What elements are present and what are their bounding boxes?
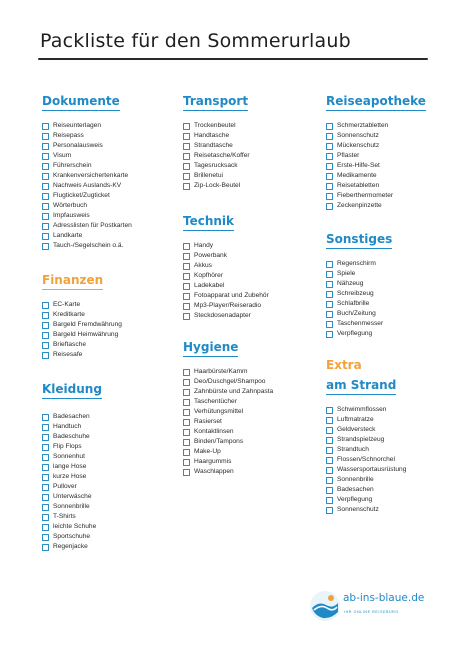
section-finanzen [42, 271, 182, 360]
checkbox[interactable] [183, 123, 190, 130]
checklist-item [42, 221, 182, 231]
checklist-item-label: Buch/Zeitung [337, 310, 376, 317]
checklist-item-label: Kopfhörer [194, 272, 223, 279]
checkbox[interactable] [183, 379, 190, 386]
checklist-item-label: T-Shirts [53, 513, 76, 520]
checklist-item [42, 442, 182, 452]
checklist-item-label: Strandtasche [194, 142, 233, 149]
checklist-item [42, 472, 182, 482]
logo [309, 590, 429, 630]
checklist-item-label: Luftmatratze [337, 416, 374, 423]
checklist-item-label: Impfausweis [53, 212, 90, 219]
checkbox[interactable] [326, 183, 333, 190]
checklist-item [183, 141, 323, 151]
checklist-item-label: Reiseunterlagen [53, 122, 102, 129]
checkbox[interactable] [183, 399, 190, 406]
checkbox[interactable] [42, 352, 49, 359]
checkbox[interactable] [42, 123, 49, 130]
checkbox[interactable] [42, 534, 49, 541]
checklist-item [183, 271, 323, 281]
section-heading: Hygiene [183, 340, 238, 357]
checklist-item [326, 309, 459, 319]
section-heading-line1: Extra [326, 358, 362, 372]
checklist-item [183, 387, 323, 397]
checklist-item-label: Medikamente [337, 172, 377, 179]
checklist-item-label: Kontaktlinsen [194, 428, 234, 435]
checkbox[interactable] [183, 419, 190, 426]
section-sonstiges [326, 230, 459, 339]
checklist-item [183, 181, 323, 191]
checklist-item-label: Flip Flops [53, 443, 82, 450]
checklist-item-label: Taschenmesser [337, 320, 384, 327]
checklist-item-label: Erste-Hilfe-Set [337, 162, 380, 169]
checklist-item [183, 377, 323, 387]
checklist-item-label: Tagesrucksack [194, 162, 238, 169]
checklist-item [326, 329, 459, 339]
checkbox[interactable] [42, 302, 49, 309]
checkbox[interactable] [326, 291, 333, 298]
checklist-item [326, 299, 459, 309]
checklist-item [326, 495, 459, 505]
checkbox[interactable] [42, 514, 49, 521]
checklist-item-label: Unterwäsche [53, 493, 92, 500]
checklist-item-label: Bargeld Fremdwährung [53, 321, 122, 328]
checklist-item [42, 462, 182, 472]
checklist-item [326, 131, 459, 141]
checklist-item-label: Landkarte [53, 232, 83, 239]
checklist-item [42, 522, 182, 532]
checkbox[interactable] [326, 261, 333, 268]
checkbox[interactable] [183, 389, 190, 396]
checklist-item-label: Brieftasche [53, 341, 86, 348]
section-technik [183, 212, 323, 321]
checkbox[interactable] [42, 332, 49, 339]
checklist-item [326, 505, 459, 515]
checklist-item-label: Verhütungsmittel [194, 408, 244, 415]
checklist-item-label: Sportschuhe [53, 533, 91, 540]
checklist-item [326, 289, 459, 299]
checklist-item [326, 201, 459, 211]
checklist-item [326, 259, 459, 269]
checklist-item [42, 502, 182, 512]
checklist-item-label: Tauch-/Segelschein o.ä. [53, 242, 124, 249]
checklist-item [42, 432, 182, 442]
checklist-item [183, 261, 323, 271]
checklist-item [42, 422, 182, 432]
checklist-item [42, 171, 182, 181]
checklist-item [183, 281, 323, 291]
checkbox[interactable] [183, 253, 190, 260]
checklist-item-label: Powerbank [194, 252, 227, 259]
checklist-item-label: Verpflegung [337, 496, 373, 503]
checkbox[interactable] [42, 474, 49, 481]
checklist-item-label: Bargeld Heimwährung [53, 331, 119, 338]
checkbox[interactable] [326, 447, 333, 454]
checklist-item-label: Taschentücher [194, 398, 237, 405]
section-heading: Finanzen [42, 273, 103, 290]
checklist-item [326, 171, 459, 181]
section-dokumente [42, 92, 182, 251]
checklist-item [326, 151, 459, 161]
checklist-item [326, 405, 459, 415]
checklist-item-label: Handy [194, 242, 214, 249]
checkbox[interactable] [42, 494, 49, 501]
checkbox[interactable] [42, 143, 49, 150]
checklist-item-label: Strandtuch [337, 446, 369, 453]
checklist-item [42, 482, 182, 492]
checkbox[interactable] [183, 183, 190, 190]
checklist-item [183, 301, 323, 311]
title-underline [38, 58, 428, 60]
checkbox[interactable] [326, 133, 333, 140]
checkbox[interactable] [183, 369, 190, 376]
checkbox[interactable] [183, 263, 190, 270]
checkbox[interactable] [183, 173, 190, 180]
checklist-item [42, 211, 182, 221]
checklist-item-label: Handtuch [53, 423, 82, 430]
checklist-item [326, 485, 459, 495]
checkbox[interactable] [42, 434, 49, 441]
checklist-item [326, 455, 459, 465]
section-hygiene [183, 338, 323, 477]
checklist-item-label: kurze Hose [53, 473, 87, 480]
checkbox[interactable] [326, 173, 333, 180]
checklist-item-label: Reisepass [53, 132, 84, 139]
checkbox[interactable] [326, 487, 333, 494]
checklist-item-label: Flossen/Schnorchel [337, 456, 395, 463]
checkbox[interactable] [326, 321, 333, 328]
checklist-item-label: Regenjacke [53, 543, 88, 550]
checklist-item-label: Schlafbrille [337, 300, 370, 307]
checkbox[interactable] [183, 429, 190, 436]
checklist-item-label: Handtasche [194, 132, 230, 139]
checklist [326, 259, 459, 339]
checklist-item [326, 475, 459, 485]
checkbox[interactable] [326, 301, 333, 308]
checkbox[interactable] [183, 459, 190, 466]
checklist-item-label: Deo/Duschgel/Shampoo [194, 378, 266, 385]
checkbox[interactable] [42, 464, 49, 471]
checklist [42, 300, 182, 360]
checkbox[interactable] [326, 271, 333, 278]
checklist-item [42, 241, 182, 251]
checklist-item [326, 141, 459, 151]
checklist-item [326, 279, 459, 289]
checklist-item [183, 467, 323, 477]
section-transport [183, 92, 323, 191]
section-heading: Transport [183, 94, 248, 111]
checklist-item-label: Pullover [53, 483, 77, 490]
logo-tagline: IHR ONLINE REISEBÜRO [344, 610, 399, 614]
checkbox[interactable] [42, 524, 49, 531]
checkbox[interactable] [326, 311, 333, 318]
checklist-item [42, 412, 182, 422]
checkbox[interactable] [183, 449, 190, 456]
checkbox[interactable] [42, 223, 49, 230]
checklist-item [183, 241, 323, 251]
checkbox[interactable] [326, 437, 333, 444]
checklist-item-label: Trockenbeutel [194, 122, 236, 129]
checklist-item [326, 415, 459, 425]
section-heading: Reiseapotheke [326, 94, 426, 111]
checklist-item-label: Brillenetui [194, 172, 223, 179]
checklist-item-label: Haarbürste/Kamm [194, 368, 248, 375]
checklist-item-label: Reisetabletten [337, 182, 380, 189]
checklist-item [42, 350, 182, 360]
checklist-item [326, 465, 459, 475]
checklist-item [326, 319, 459, 329]
checklist-item-label: Schreibzeug [337, 290, 374, 297]
checklist-item [42, 512, 182, 522]
checklist-item [42, 340, 182, 350]
checkbox[interactable] [42, 243, 49, 250]
checklist-item-label: Fieberthermometer [337, 192, 394, 199]
checklist-item-label: Verpflegung [337, 330, 373, 337]
checklist-item-label: Schwimmflossen [337, 406, 387, 413]
checklist-item [42, 231, 182, 241]
checkbox[interactable] [326, 123, 333, 130]
checklist-item [183, 457, 323, 467]
checkbox[interactable] [183, 313, 190, 320]
checkbox[interactable] [326, 163, 333, 170]
checklist-item-label: Adresslisten für Postkarten [53, 222, 132, 229]
checkbox[interactable] [183, 293, 190, 300]
checklist [326, 121, 459, 211]
checklist-item-label: Reisetasche/Koffer [194, 152, 250, 159]
checkbox[interactable] [42, 312, 49, 319]
checklist-item-label: Regenschirm [337, 260, 376, 267]
checkbox[interactable] [326, 331, 333, 338]
checklist-item-label: Geldversteck [337, 426, 376, 433]
section-heading: Sonstiges [326, 232, 392, 249]
checkbox[interactable] [183, 133, 190, 140]
checklist-item-label: Wassersportausrüstung [337, 466, 407, 473]
checklist-item [183, 251, 323, 261]
checklist-item [326, 121, 459, 131]
checklist-item-label: Ladekabel [194, 282, 225, 289]
checkbox[interactable] [326, 497, 333, 504]
checkbox[interactable] [183, 409, 190, 416]
checkbox[interactable] [42, 183, 49, 190]
checklist-item [326, 435, 459, 445]
checklist-item [42, 121, 182, 131]
checklist-item [42, 492, 182, 502]
checklist-item-label: Spiele [337, 270, 356, 277]
checklist-item-label: Waschlappen [194, 468, 234, 475]
checklist [326, 405, 459, 515]
checklist-item [326, 181, 459, 191]
checklist-item [42, 181, 182, 191]
checkbox[interactable] [42, 342, 49, 349]
checklist-item-label: Badeschuhe [53, 433, 90, 440]
checklist-item [183, 121, 323, 131]
section-extra-am-strand [326, 358, 459, 515]
checklist-item [326, 269, 459, 279]
checklist-item-label: Rasierset [194, 418, 222, 425]
checklist-item-label: Zahnbürste und Zahnpasta [194, 388, 274, 395]
checklist-item-label: Strandspielzeug [337, 436, 385, 443]
checkbox[interactable] [326, 193, 333, 200]
checklist-item [183, 447, 323, 457]
checklist-item [42, 542, 182, 552]
checkbox[interactable] [326, 427, 333, 434]
checkbox[interactable] [183, 163, 190, 170]
checklist-item-label: Zeckenpinzette [337, 202, 382, 209]
checkbox[interactable] [42, 203, 49, 210]
checkbox[interactable] [42, 544, 49, 551]
logo-wave-icon [309, 590, 341, 622]
checklist-item-label: Binden/Tampons [194, 438, 244, 445]
checkbox[interactable] [42, 322, 49, 329]
checkbox[interactable] [42, 163, 49, 170]
checkbox[interactable] [183, 283, 190, 290]
section-kleidung [42, 380, 182, 552]
checkbox[interactable] [183, 439, 190, 446]
checkbox[interactable] [183, 143, 190, 150]
checklist-item-label: Reisesafe [53, 351, 83, 358]
checkbox[interactable] [326, 417, 333, 424]
checklist-item [42, 131, 182, 141]
checkbox[interactable] [42, 484, 49, 491]
checklist-item [42, 201, 182, 211]
checklist-item [183, 407, 323, 417]
checklist-item-label: Mp3-Player/Reiseradio [194, 302, 262, 309]
checklist-item [183, 131, 323, 141]
checklist-item-label: Pflaster [337, 152, 360, 159]
checkbox[interactable] [183, 243, 190, 250]
checklist-item-label: lange Hose [53, 463, 87, 470]
checklist-item [183, 397, 323, 407]
checklist-item-label: Schmerztabletten [337, 122, 389, 129]
checkbox[interactable] [326, 507, 333, 514]
checklist-item-label: Wörterbuch [53, 202, 88, 209]
checkbox[interactable] [42, 414, 49, 421]
checklist-item-label: Haargummis [194, 458, 232, 465]
checklist-item [183, 427, 323, 437]
checklist-item-label: Make-Up [194, 448, 221, 455]
checklist-item-label: Badesachen [337, 486, 374, 493]
checkbox[interactable] [326, 477, 333, 484]
checkbox[interactable] [326, 153, 333, 160]
checkbox[interactable] [326, 143, 333, 150]
checkbox[interactable] [183, 273, 190, 280]
checklist [42, 121, 182, 251]
checklist-item-label: Kreditkarte [53, 311, 85, 318]
checklist-item-label: Zip-Lock-Beutel [194, 182, 241, 189]
page-title: Packliste für den Sommerurlaub [40, 30, 351, 52]
checklist-item [326, 445, 459, 455]
checklist-item [42, 191, 182, 201]
checkbox[interactable] [326, 407, 333, 414]
checklist-item [183, 417, 323, 427]
checklist [183, 121, 323, 191]
checkbox[interactable] [42, 173, 49, 180]
checklist-item-label: Sonnenhut [53, 453, 85, 460]
section-heading: Technik [183, 214, 234, 231]
logo-name: ab-ins-blaue.de [343, 592, 425, 604]
section-heading: Dokumente [42, 94, 120, 111]
checkbox[interactable] [42, 454, 49, 461]
checkbox[interactable] [183, 153, 190, 160]
checkbox[interactable] [42, 504, 49, 511]
checklist-item-label: Sonnenbrille [337, 476, 374, 483]
checklist-item [42, 452, 182, 462]
checklist-item [183, 367, 323, 377]
checklist-item [326, 425, 459, 435]
checklist-item-label: Sonnenbrille [53, 503, 90, 510]
checklist-item [183, 437, 323, 447]
checkbox[interactable] [183, 303, 190, 310]
checklist [42, 412, 182, 552]
checklist-item [326, 191, 459, 201]
checklist-item-label: Akkus [194, 262, 212, 269]
checklist-item [42, 161, 182, 171]
checklist-item [42, 532, 182, 542]
checkbox[interactable] [42, 233, 49, 240]
checklist-item [42, 320, 182, 330]
checklist-item [326, 161, 459, 171]
checklist-item-label: Nähzeug [337, 280, 364, 287]
section-heading: Kleidung [42, 382, 102, 399]
checklist-item-label: Badesachen [53, 413, 90, 420]
checklist-item-label: Sonnenschutz [337, 506, 379, 513]
checklist-item [42, 141, 182, 151]
checklist-item [42, 310, 182, 320]
checklist [183, 367, 323, 477]
checklist-item-label: Steckdosenadapter [194, 312, 251, 319]
checkbox[interactable] [42, 444, 49, 451]
checklist-item-label: Fotoapparat und Zubehör [194, 292, 269, 299]
checkbox[interactable] [326, 457, 333, 464]
checklist-item-label: Krankenversichertenkarte [53, 172, 129, 179]
checkbox[interactable] [42, 133, 49, 140]
checklist-item-label: Mückenschutz [337, 142, 380, 149]
checklist-item [42, 151, 182, 161]
checkbox[interactable] [326, 467, 333, 474]
checkbox[interactable] [42, 193, 49, 200]
checklist-item [183, 161, 323, 171]
checklist-item [42, 300, 182, 310]
checkbox[interactable] [326, 203, 333, 210]
checklist-item-label: EC-Karte [53, 301, 81, 308]
checklist-item-label: Nachweis Auslands-KV [53, 182, 122, 189]
checkbox[interactable] [183, 469, 190, 476]
checklist-item [183, 311, 323, 321]
checkbox[interactable] [42, 424, 49, 431]
checklist [183, 241, 323, 321]
checklist-item-label: Flugticket/Zugticket [53, 192, 110, 199]
checkbox[interactable] [326, 281, 333, 288]
checkbox[interactable] [42, 213, 49, 220]
checklist-item [183, 291, 323, 301]
checkbox[interactable] [42, 153, 49, 160]
checklist-item-label: leichte Schuhe [53, 523, 97, 530]
checklist-item-label: Sonnenschutz [337, 132, 379, 139]
checklist-item-label: Führerschein [53, 162, 92, 169]
section-reiseapotheke [326, 92, 459, 211]
checklist-item-label: Personalausweis [53, 142, 103, 149]
checklist-item [183, 171, 323, 181]
checklist-item [42, 330, 182, 340]
section-heading-line2: am Strand [326, 378, 396, 395]
checklist-item-label: Visum [53, 152, 72, 159]
checklist-item [183, 151, 323, 161]
